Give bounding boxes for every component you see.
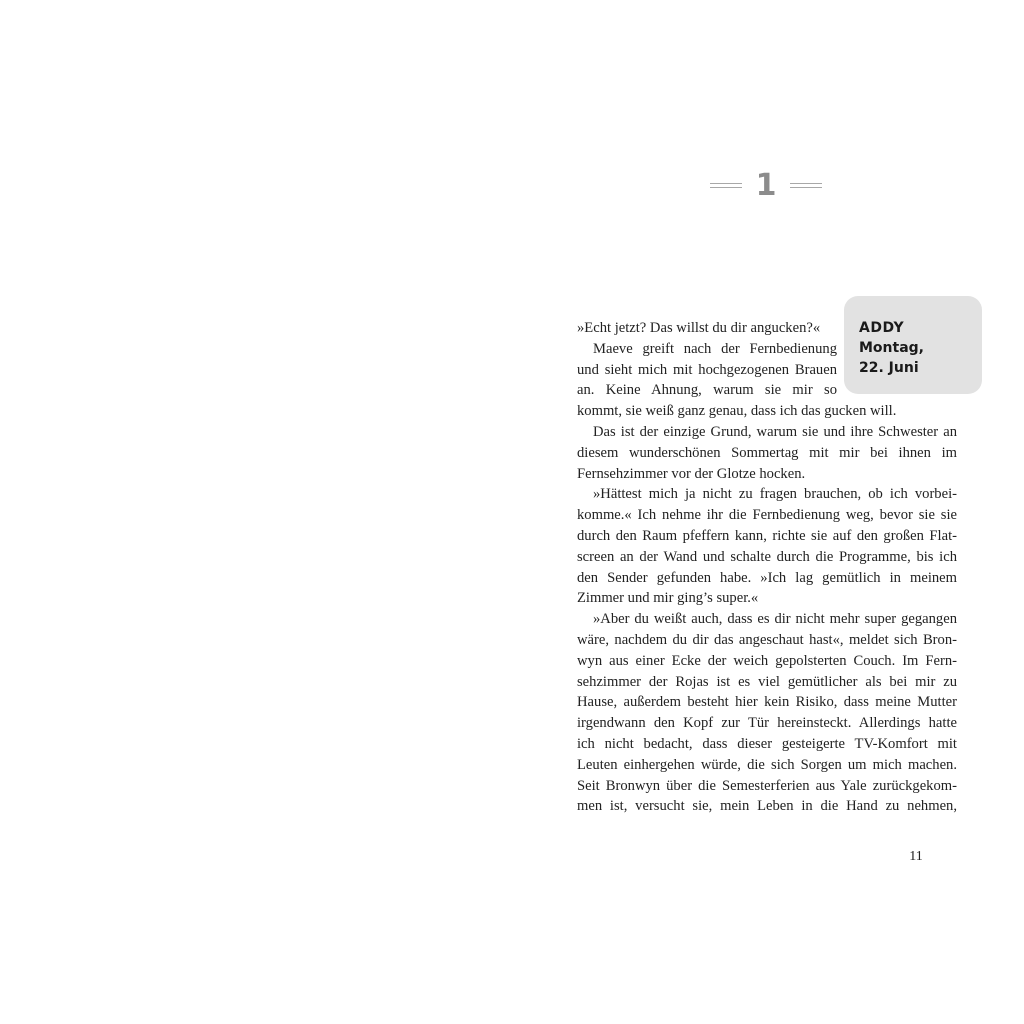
text-line: ich nicht bedacht, dass dieser gesteigerte TV-Komfort mit (577, 735, 957, 752)
text-line: irgendwann den Kopf zur Tür hereinsteckt. Allerdings hatte (577, 715, 957, 732)
text-line: den Sender gefunden habe. »Ich lag gemütlich in meinem (577, 569, 957, 586)
text-line: »Echt jetzt? Das willst du dir angucken?« (577, 320, 821, 336)
paragraph (577, 339, 957, 422)
text-line: diesem wunderschönen Sommertag mit mir bei ihnen im (577, 444, 957, 461)
text-line: screen an der Wand und schalte durch die Programme, bis ich (577, 548, 957, 565)
chapter-rule-left (710, 183, 742, 188)
text-line: Hause, außerdem besteht hier kein Risiko, dass meine Mutter (577, 694, 957, 711)
body-text (577, 318, 957, 817)
text-line: »Aber du weißt auch, dass es dir nicht mehr super gegangen (593, 611, 957, 628)
text-line: durch den Raum pfeffern kann, richte sie auf den großen Flat- (577, 527, 957, 544)
text-line: wäre, nachdem du dir das angeschaut hast«, meldet sich Bron- (577, 631, 957, 648)
text-line: men ist, versucht sie, mein Leben in die Hand zu nehmen, (577, 798, 957, 815)
text-line: an. Keine Ahnung, warum sie mir so (577, 382, 837, 399)
page-number: 11 (909, 849, 923, 864)
chapter-heading (700, 168, 830, 208)
text-line: Das ist der einzige Grund, warum sie und ihre Schwester an (593, 423, 957, 440)
chapter-number: 1 (755, 168, 777, 203)
paragraph (577, 318, 957, 339)
text-line: Maeve greift nach der Fernbedienung (593, 340, 837, 357)
text-line: Fernsehzimmer vor der Glotze hocken. (577, 465, 806, 482)
chapter-rule-right (790, 183, 822, 188)
speaker-name: ADDY (859, 320, 905, 336)
text-line: und sieht mich mit hochgezogenen Brauen (577, 361, 837, 378)
text-line: sehzimmer der Rojas ist es viel gemütlicher als bei mir zu (577, 673, 957, 690)
paragraph (577, 609, 957, 817)
text-line: Zimmer und mir ging’s super.« (577, 590, 759, 607)
paragraph (577, 422, 957, 484)
text-line: Leuten einhergehen würde, die sich Sorgen um mich machen. (577, 756, 957, 773)
paragraph (577, 484, 957, 609)
speaker-weekday: Montag, (859, 340, 924, 356)
text-line: Seit Bronwyn über die Semesterferien aus Yale zurückgekom- (577, 777, 957, 794)
speaker-date: 22. Juni (859, 360, 919, 376)
text-line: komme.« Ich nehme ihr die Fernbedienung weg, bevor sie sie (577, 507, 957, 524)
text-line: wyn aus einer Ecke der weich gepolsterten Couch. Im Fern- (577, 652, 957, 669)
text-line: kommt, sie weiß ganz genau, dass ich das gucken will. (577, 403, 897, 420)
text-line: »Hättest mich ja nicht zu fragen brauchen, ob ich vorbei- (593, 486, 957, 503)
